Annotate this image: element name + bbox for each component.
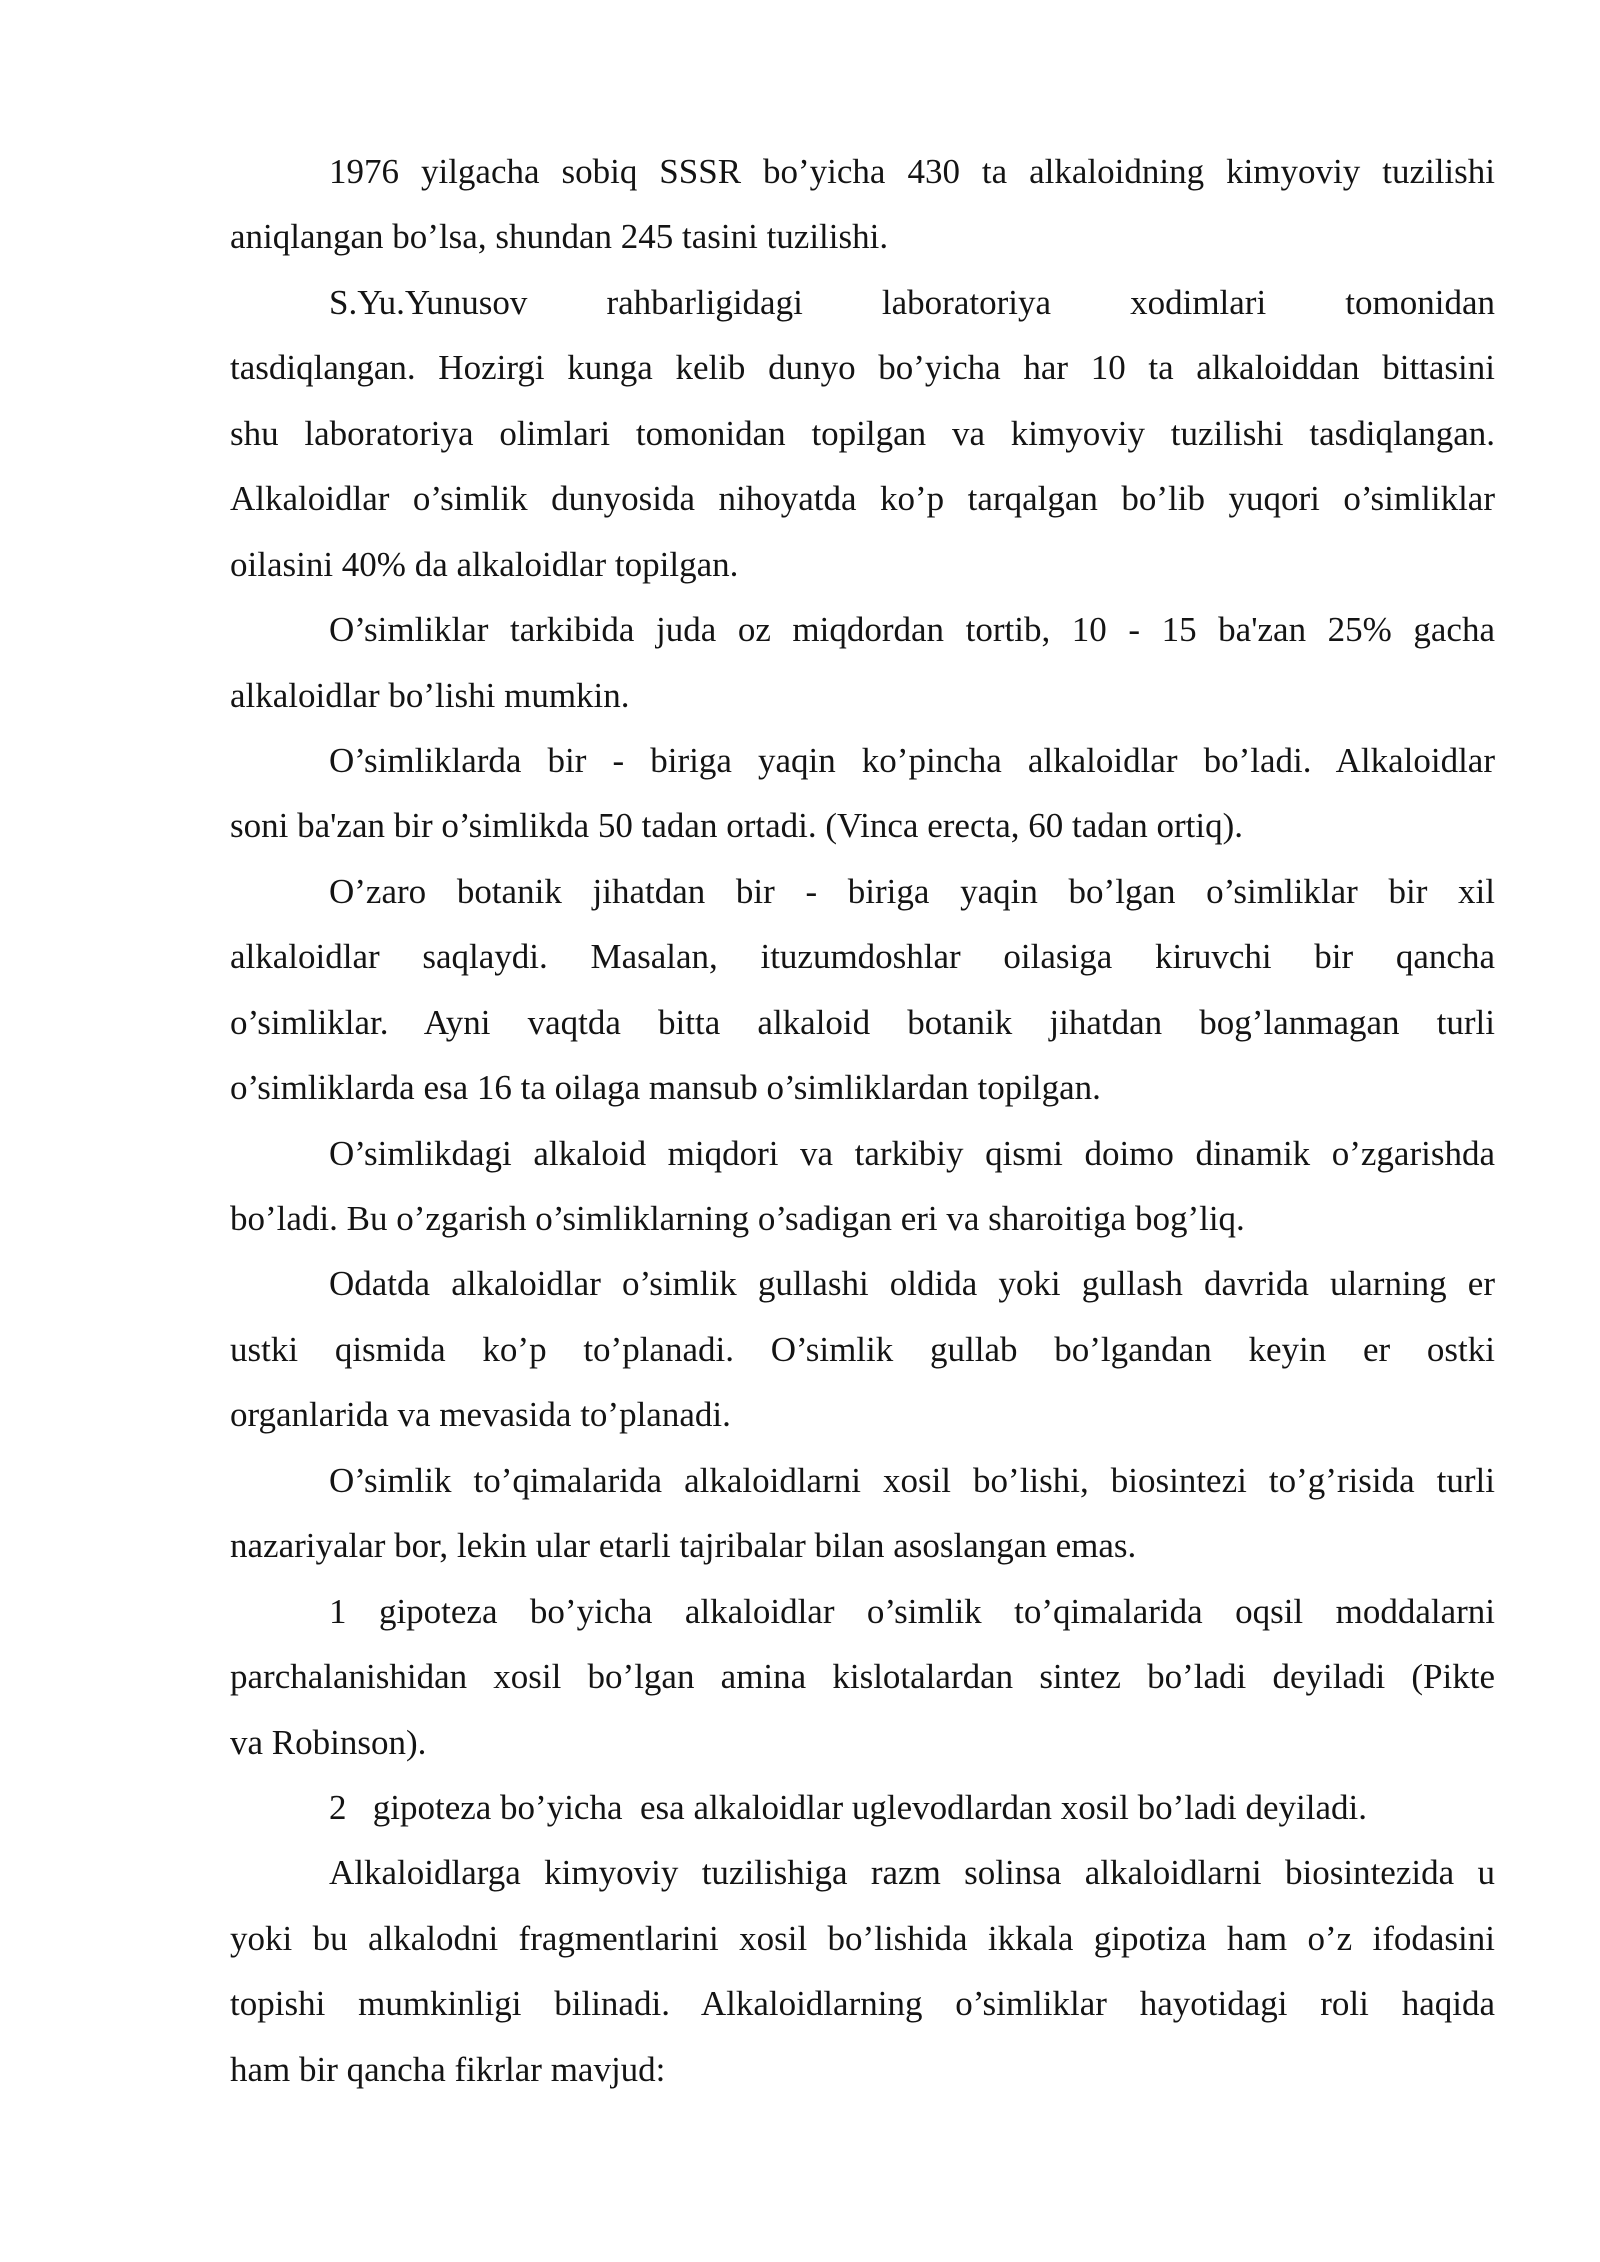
paragraph <box>230 597 1495 728</box>
paragraph-line: aniqlangan bo’lsa, shundan 245 tasini tuzilishi. <box>230 217 889 257</box>
paragraph-line: bo’ladi. Bu o’zgarish o’simliklarning o’sadigan eri va sharoitiga bog’liq. <box>230 1199 1245 1238</box>
paragraph-line: 2 gipoteza bo’yicha esa alkaloidlar uglevodlardan xosil bo’ladi deyiladi. <box>329 1787 1368 1827</box>
paragraph-line: soni ba'zan bir o’simlikda 50 tadan ortadi. (Vinca erecta, 60 tadan ortiq). <box>230 806 1244 846</box>
paragraph-line: shu laboratoriya olimlari tomonidan topilgan va kimyoviy tuzilishi tasdiqlangan. <box>230 413 1495 453</box>
paragraph-line: O’simlikdagi alkaloid miqdori va tarkibiy qismi doimo dinamik o’zgarishda <box>329 1133 1495 1173</box>
paragraph-line: organlarida va mevasida to’planadi. <box>230 1395 731 1435</box>
paragraph-line: topishi mumkinligi bilinadi. Alkaloidlarning o’simliklar hayotidagi roli haqida <box>230 1984 1495 2024</box>
paragraph-line: nazariyalar bor, lekin ular etarli tajribalar bilan asoslangan emas. <box>230 1526 1137 1566</box>
paragraph-line: o’simliklarda esa 16 ta oilaga mansub o’simliklardan topilgan. <box>230 1068 1101 1108</box>
paragraph <box>230 1840 1495 2102</box>
paragraph-line: alkaloidlar bo’lishi mumkin. <box>230 675 630 715</box>
paragraph-line: Alkaloidlarga kimyoviy tuzilishiga razm solinsa alkaloidlarni biosintezida u <box>329 1853 1495 1893</box>
paragraph-line: alkaloidlar saqlaydi. Masalan, ituzumdoshlar oilasiga kiruvchi bir qancha <box>230 937 1495 977</box>
paragraph-line: oilasini 40% da alkaloidlar topilgan. <box>230 544 739 584</box>
paragraph-line: Odatda alkaloidlar o’simlik gullashi oldida yoki gullash davrida ularning er <box>329 1264 1495 1304</box>
paragraph <box>230 1579 1495 1775</box>
paragraph-line: ham bir qancha fikrlar mavjud: <box>230 2049 666 2089</box>
paragraph <box>230 139 1495 270</box>
paragraph-line: va Robinson). <box>230 1722 427 1762</box>
paragraph-line: 1 gipoteza bo’yicha alkaloidlar o’simlik to’qimalarida oqsil moddalarni <box>329 1591 1495 1631</box>
paragraph-line: O’zaro botanik jihatdan bir - biriga yaqin bo’lgan o’simliklar bir xil <box>329 871 1495 911</box>
paragraph-line: yoki bu alkalodni fragmentlarini xosil bo’lishida ikkala gipotiza ham o’z ifodasini <box>230 1918 1495 1958</box>
paragraph <box>230 1121 1495 1252</box>
paragraph <box>230 1251 1495 1447</box>
paragraph-line: 1976 yilgacha sobiq SSSR bo’yicha 430 ta alkaloidning kimyoviy tuzilishi <box>329 152 1495 191</box>
paragraph-line: O’simliklarda bir - biriga yaqin ko’pincha alkaloidlar bo’ladi. Alkaloidlar <box>329 740 1495 780</box>
paragraph <box>230 270 1495 597</box>
paragraph-line: Alkaloidlar o’simlik dunyosida nihoyatda ko’p tarqalgan bo’lib yuqori o’simliklar <box>230 479 1495 519</box>
paragraph-line: tasdiqlangan. Hozirgi kunga kelib dunyo bo’yicha har 10 ta alkaloiddan bittasini <box>230 348 1495 388</box>
paragraph-line: S.Yu.Yunusov rahbarligidagi laboratoriya xodimlari tomonidan <box>329 282 1495 322</box>
paragraph-line: O’simliklar tarkibida juda oz miqdordan tortib, 10 - 15 ba'zan 25% gacha <box>329 610 1495 650</box>
paragraph-line: o’simliklar. Ayni vaqtda bitta alkaloid botanik jihatdan bog’lanmagan turli <box>230 1002 1495 1042</box>
document-body <box>230 139 1495 2102</box>
paragraph-line: O’simlik to’qimalarida alkaloidlarni xosil bo’lishi, biosintezi to’g’risida turli <box>329 1460 1495 1500</box>
paragraph <box>230 859 1495 1121</box>
paragraph <box>230 1448 1495 1579</box>
paragraph <box>230 728 1495 859</box>
paragraph <box>230 1775 1495 1840</box>
paragraph-line: ustki qismida ko’p to’planadi. O’simlik gullab bo’lgandan keyin er ostki <box>230 1329 1495 1369</box>
paragraph-line: parchalanishidan xosil bo’lgan amina kislotalardan sintez bo’ladi deyiladi (Pikte <box>230 1657 1495 1697</box>
